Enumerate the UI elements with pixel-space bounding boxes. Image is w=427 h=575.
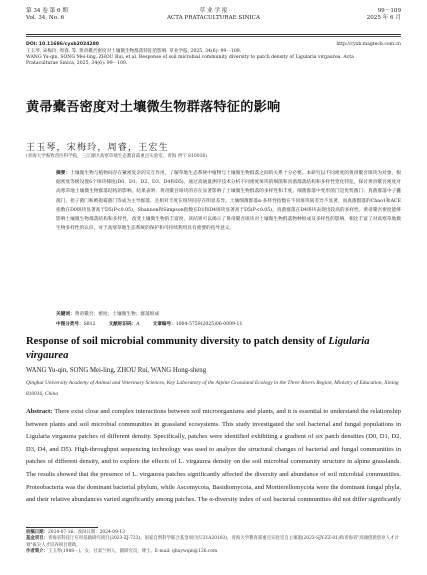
document-code [109, 321, 140, 327]
abstract-cn [56, 169, 401, 233]
title-en-species: Ligularia virgaurea [26, 336, 370, 361]
document-code-label: 文献标识码： [108, 322, 137, 327]
issue-info [367, 8, 401, 22]
received-label: 收稿日期： [26, 530, 48, 535]
clc-label: 中图分类号： [56, 322, 84, 327]
clc-number [56, 321, 96, 327]
article-number-value: 1004-5759(2025)06-0099-11 [175, 322, 243, 327]
volume-en: Vol. 34, No. 6 [26, 15, 65, 21]
citation-cn: 王玉琴, 宋梅玲, 周睿, 等. 黄帚橐吾密度对土壤微生物群落特征的影响. 草业学报, 2025, 34(6): 99－109. [26, 49, 242, 54]
author-bio-text: 王玉琴(1988－)，女，甘肃兰州人，副研究员，博士。E-mail: qhuywqin@126.com [47, 549, 218, 555]
author-bio-label: 作者简介： [26, 549, 48, 555]
citation-en-line-2: Prataculturae Sinica, 2025, 34(6): 99－109. [26, 61, 128, 67]
clc-value: S812 [83, 322, 96, 327]
volume-cn: 第 34 卷 第 6 期 [26, 8, 68, 14]
abstract-cn-text: 土壤微生物与植物间存在紧密复杂的交互作用，了解草地生态系统中植物与土壤微生物群落之间的关系十分必要。本研究以不同密度的黄帚橐吾斑块为对象，根据密度等级设置6个斑块梯度(D0、D1、D2、D3、D4和D5)，通过高通量测序技术分析不同密度斑块的细菌和真菌群落结构和多样性变化特征，探讨黄帚橐吾密度对高寒草地土壤微生物群落结构的影响。结果表明：黄帚橐吾斑块的存在显著影响了土壤微生物群落的多样性和丰度。细菌群落中变形菌门是优势菌门；真菌群落中子囊菌门、担子菌门和被孢霉菌门等成为主导群落，且相对丰度在斑块间存在明显差异。土壤细菌群落α-多样性指数在不同斑块间差异不显著，而真菌群落的Chao1和ACE指数在D0斑块显著高于D5(P<0.05)，Shannon和Simpson指数在D1和D4斑块显著高于D5(P<0.05)。真菌群落在D4斑块表现出较高的多样性。黄帚橐吾密度能够影响土壤微生物群落结构和多样性，改变土壤微生物的丰富度，该结果可以揭示了黄帚橐吾斑块对土壤微生物群落物种组成及多样性的影响，相比丰富了对高寒草地微生物多样性的认识，对于高寒草地生态系统的保护和可持续利用具有重要的指导意义。 [56, 171, 401, 232]
doi-line [26, 42, 401, 48]
fund-text: 青海省科技厅应用基础研究项目(2023-ZJ-723)，国家自然科学联合基金项目(U21A20183)，青海大学教育部重点实验室自主课题(2023-SJY-ZZ-01)和青海省"高端创新创业人才计划"拔尖人才培养项目资助。 [26, 536, 399, 548]
citation-block [26, 49, 401, 67]
issue-date: 2025 年 6 月 [366, 15, 401, 21]
citation-en-line-1: WANG Yu-qin, SONG Mei-ling, ZHOU Rui, et al. Response of soil microbial community diversity to patch density of Ligularia virgaurea. Acta [26, 55, 354, 61]
title-en-main: Response of soil microbial community diversity to patch density of [26, 336, 326, 347]
title-cn: 黄帚橐吾密度对土壤微生物群落特征的影响 [26, 100, 281, 115]
doi: DOI: 10.11686/cyxb2024280 [26, 42, 100, 47]
fund-info [26, 536, 401, 549]
abstract-cn-label: 摘要： [56, 171, 71, 176]
authors-cn: 王玉琴，宋梅玲，周睿，王宏生 [26, 143, 169, 153]
author-bio [26, 549, 401, 555]
classification-line [56, 321, 401, 327]
received-text: 2024-07-16；改回日期：2024-09-13 [47, 530, 125, 535]
article-number [153, 321, 243, 327]
journal-name [26, 8, 401, 22]
header-rule-thin [26, 36, 401, 37]
footnotes [26, 530, 401, 556]
keywords-cn-text: 黄帚橐吾；密度；土壤微生物；群落组成 [74, 312, 160, 317]
abstract-en [26, 406, 401, 507]
affiliation-cn: (青海大学畜牧兽医科学院，三江源区高寒草地生态教育部重点实验室，青海 西宁 810016) [26, 154, 208, 159]
journal-name-cn: 草 业 学 报 [199, 8, 228, 14]
journal-url[interactable]: http://cyxb.magtech.com.cn [336, 42, 401, 47]
authors-en: WANG Yu-qin, SONG Mei-ling, ZHOU Rui, WANG Hong-sheng [26, 367, 207, 374]
title-en [26, 335, 401, 363]
abstract-en-label: Abstract: [26, 408, 53, 415]
affiliation-en: Qinghai University Academy of Animal and Veterinary Sciences, Key Laboratory of the Alpine Grassland Ecology in the Three Rivers Region, Ministry of Education, Xining 810016, China [26, 380, 399, 397]
journal-name-en: ACTA PRATACULTURAE SINICA [166, 15, 260, 21]
abstract-en-text: There exist close and complex interactions between soil microorganisms and plants, and it is essential to understand the relationship between plants and soil microbial communities in grassland ecosystems. This study investigated the soil bacterial and fungal populations in Ligularia virgaurea patches of different density. Specifically, patches were identified exhibiting a gradient of six patch densities (D0, D1, D2, D3, D4, and D5). High-throughput sequencing technology was used to analyze the structural changes of bacterial and fungal communities in patches of different density, and to explore the effects of L. virgaurea density on the soil microbial community structure in alpine grasslands. The results showed that the presence of L. virgaurea patches significantly affected the diversity and abundance of soil microbial communities. Proteobacteria was the dominant bacterial phylum, while Ascomycota, Basidiomycota, and Mortierellomycota were the dominant fungal phyla, and their relative abundances varied significantly among patches. The α-diversity index of soil bacterial communities did not differ significantly [26, 408, 401, 504]
keywords-cn-label: 关键词： [56, 312, 75, 317]
keywords-cn [56, 311, 401, 317]
fund-label: 基金项目： [26, 536, 48, 542]
document-code-value: A [136, 322, 140, 327]
page-range: 99－109 [377, 8, 401, 14]
footnote-rule [26, 527, 98, 528]
running-header [26, 8, 401, 32]
article-number-label: 文章编号： [152, 322, 176, 327]
header-rule [26, 34, 401, 35]
